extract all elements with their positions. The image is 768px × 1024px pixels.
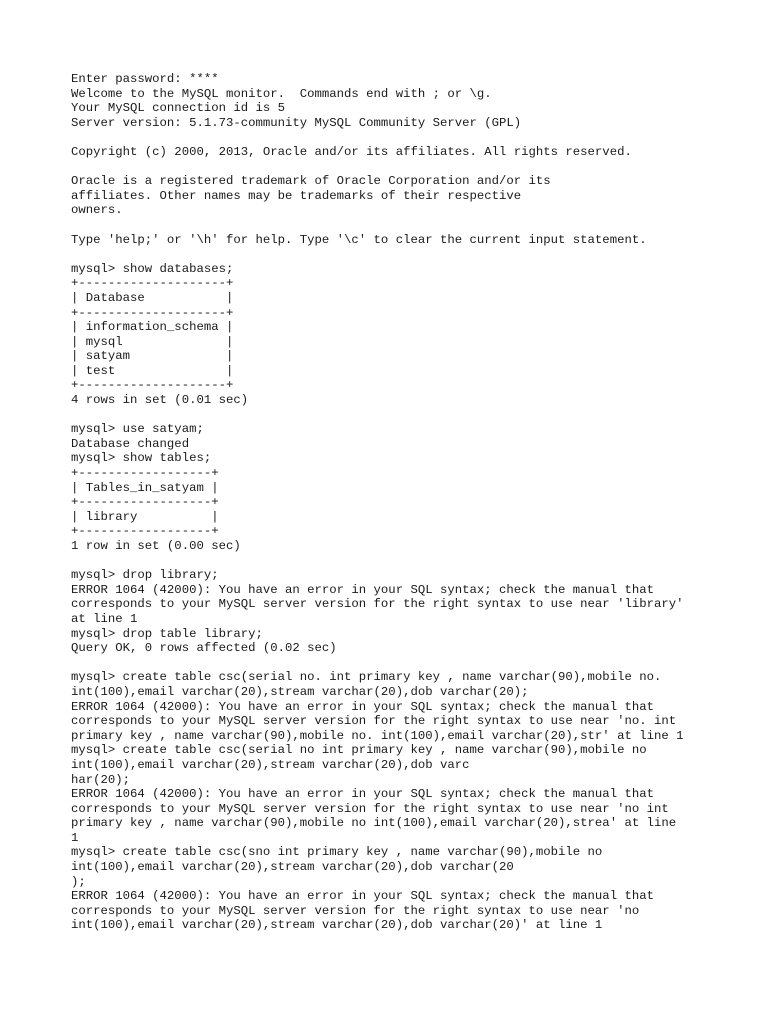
text-line: affiliates. Other names may be trademarks of their respective	[71, 188, 522, 203]
text-line: mysql> use satyam;	[71, 422, 204, 437]
text-line: +------------------+	[71, 466, 219, 481]
text-line: 1 row in set (0.00 sec)	[71, 539, 241, 553]
text-line: +--------------------+	[71, 276, 234, 291]
text-line: Query OK, 0 rows affected (0.02 sec)	[71, 641, 337, 656]
text-line: | Database |	[71, 290, 234, 305]
text-line: Oracle is a registered trademark of Oracle Corporation and/or its	[71, 174, 551, 189]
text-line: corresponds to your MySQL server version for the right syntax to use near 'no int	[71, 801, 669, 816]
text-line: Database changed	[71, 436, 190, 451]
text-line: corresponds to your MySQL server version for the right syntax to use near 'no	[71, 903, 640, 918]
text-line: owners.	[71, 203, 123, 218]
text-line: ERROR 1064 (42000): You have an error in your SQL syntax; check the manual that	[71, 787, 654, 802]
text-line: mysql> create table csc(serial no. int primary key , name varchar(90),mobile no.	[71, 670, 662, 685]
text-line: | mysql |	[71, 334, 234, 349]
text-line	[71, 554, 751, 569]
text-line: har(20);	[71, 772, 131, 787]
text-line: int(100),email varchar(20),stream varchar(20),dob varchar(20)' at line 1	[71, 918, 603, 933]
text-line: mysql> show tables;	[71, 451, 212, 466]
text-line: | satyam |	[71, 349, 234, 364]
text-line: mysql> create table csc(sno int primary key , name varchar(90),mobile no	[71, 845, 603, 860]
text-line	[71, 130, 751, 145]
text-line: ERROR 1064 (42000): You have an error in your SQL syntax; check the manual that	[71, 582, 654, 597]
text-line: primary key , name varchar(90),mobile no. int(100),email varchar(20),str' at line 1	[71, 728, 684, 743]
text-line: mysql> drop library;	[71, 568, 219, 583]
text-line	[71, 247, 751, 262]
text-line: | information_schema |	[71, 320, 234, 335]
text-line: int(100),email varchar(20),stream varchar(20),dob varchar(20	[71, 860, 514, 875]
text-line	[71, 656, 751, 671]
text-line: | library |	[71, 509, 219, 524]
text-line: primary key , name varchar(90),mobile no int(100),email varchar(20),strea' at line	[71, 816, 677, 831]
text-line: ERROR 1064 (42000): You have an error in your SQL syntax; check the manual that	[71, 889, 654, 904]
text-line: corresponds to your MySQL server version for the right syntax to use near 'no. int	[71, 714, 677, 729]
text-line: at line 1	[71, 611, 138, 626]
text-line: Server version: 5.1.73-community MySQL Community Server (GPL)	[71, 115, 522, 130]
text-line: int(100),email varchar(20),stream varchar(20),dob varchar(20);	[71, 684, 529, 699]
text-line: | test |	[71, 363, 234, 378]
text-line: +------------------+	[71, 524, 219, 539]
text-line: 4 rows in set (0.01 sec)	[71, 393, 249, 408]
text-line: Your MySQL connection id is 5	[71, 101, 286, 116]
text-line: int(100),email varchar(20),stream varchar(20),dob varc	[71, 757, 470, 772]
text-line: +--------------------+	[71, 305, 234, 320]
text-line: +--------------------+	[71, 378, 234, 393]
text-line: | Tables_in_satyam |	[71, 480, 219, 495]
text-line: +------------------+	[71, 495, 219, 510]
text-line: Type 'help;' or '\h' for help. Type '\c' to clear the current input statement.	[71, 232, 647, 247]
document-page	[71, 72, 751, 933]
text-line: Copyright (c) 2000, 2013, Oracle and/or its affiliates. All rights reserved.	[71, 144, 632, 159]
text-line: ERROR 1064 (42000): You have an error in your SQL syntax; check the manual that	[71, 699, 654, 714]
text-line: mysql> create table csc(serial no int primary key , name varchar(90),mobile no	[71, 743, 647, 758]
text-line: );	[71, 874, 86, 889]
text-line: mysql> drop table library;	[71, 626, 263, 641]
text-line: mysql> show databases;	[71, 261, 234, 276]
text-line	[71, 218, 751, 233]
text-line	[71, 160, 751, 175]
text-line: Welcome to the MySQL monitor. Commands end with ; or \g.	[71, 86, 492, 101]
text-line	[71, 408, 751, 423]
text-line: 1	[71, 830, 79, 845]
text-line: Enter password: ****	[71, 72, 219, 86]
text-line: corresponds to your MySQL server version for the right syntax to use near 'library'	[71, 597, 684, 612]
